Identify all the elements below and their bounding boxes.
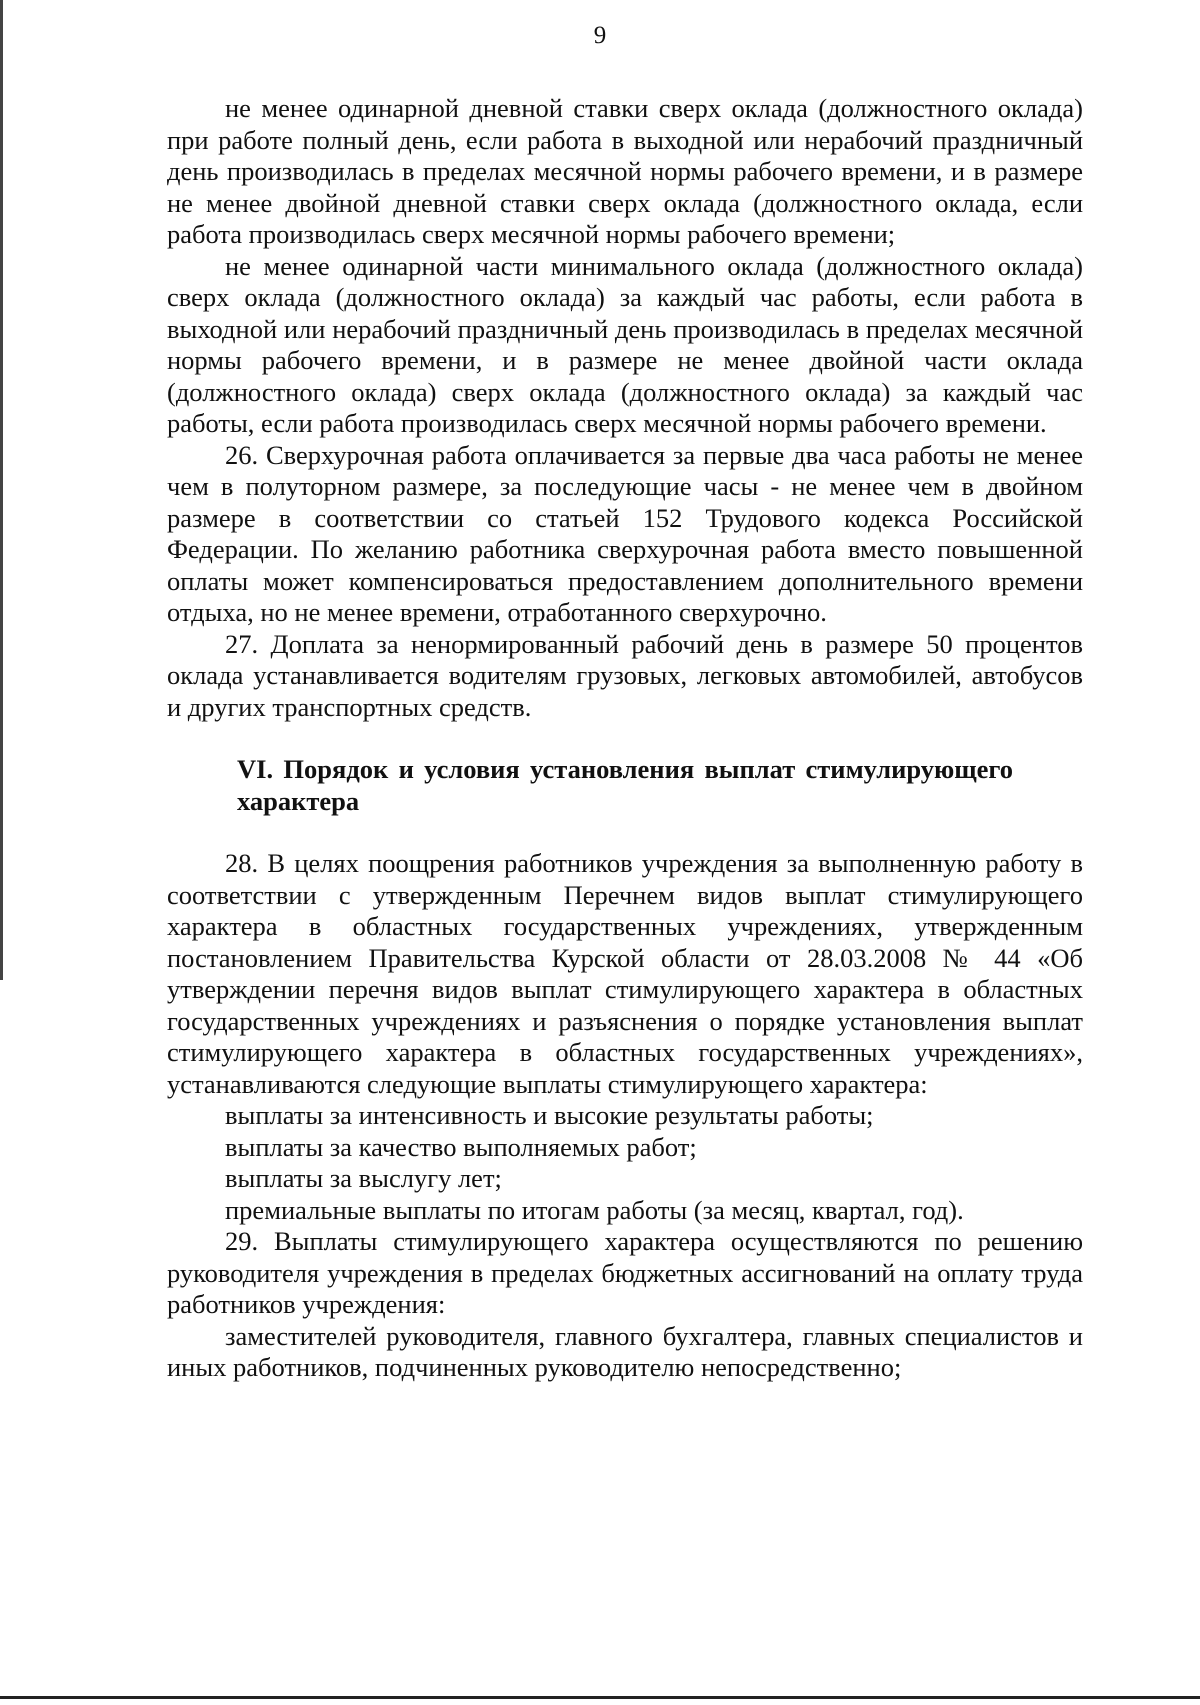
paragraph: 29. Выплаты стимулирующего характера осуществляются по решению руководителя учреждения в пределах бюджетных ассигнований на оплату труда работников учреждения:: [167, 1226, 1083, 1319]
paragraph: 28. В целях поощрения работников учреждения за выполненную работу в соответствии с утвержденным Перечнем видов выплат стимулирующего характера в областных государственных учреждениях, утвержденным постановлением Правительства Курской области от 28.03.2008 № 44 «Об утверждении перечня видов выплат стимулирующего характера в областных государственных учреждениях и разъяснения о порядке установления выплат стимулирующего характера в областных государственных учреждениях», устанавливаются следующие выплаты стимулирующего характера:: [167, 848, 1083, 1099]
scan-edge-bottom: [0, 1696, 1200, 1699]
paragraph: не менее одинарной дневной ставки сверх оклада (должностного оклада) при работе полный день, если работа в выходной или нерабочий праздничный день производилась в пределах месячной нормы рабочего времени, и в размере не менее двойной дневной ставки сверх оклада (должностного оклада, если работа производилась сверх месячной нормы рабочего времени;: [167, 93, 1083, 249]
page-number: 9: [593, 22, 607, 49]
paragraph: 27. Доплата за ненормированный рабочий день в размере 50 процентов оклада устанавливается водителям грузовых, легковых автомобилей, автобусов и других транспортных средств.: [167, 628, 1083, 722]
list-item: выплаты за выслугу лет;: [225, 1163, 502, 1193]
section-heading: VI. Порядок и условия установления выплат стимулирующего характера: [237, 754, 1013, 816]
spacer: [167, 723, 1083, 754]
document-body: [167, 93, 1083, 1384]
spacer: [167, 817, 1083, 848]
list-item: выплаты за интенсивность и высокие результаты работы;: [225, 1100, 874, 1130]
list-item: премиальные выплаты по итогам работы (за месяц, квартал, год).: [225, 1194, 964, 1225]
scan-edge-left: [0, 0, 3, 980]
paragraph: 26. Сверхурочная работа оплачивается за первые два часа работы не менее чем в полуторном размере, за последующие часы - не менее чем в двойном размере в соответствии со статьей 152 Трудового кодекса Российской Федерации. По желанию работника сверхурочная работа вместо повышенной оплаты может компенсироваться предоставлением дополнительного времени отдыха, но не менее времени, отработанного сверхурочно.: [167, 439, 1083, 627]
paragraph: заместителей руководителя, главного бухгалтера, главных специалистов и иных работников, подчиненных руководителю непосредственно;: [167, 1320, 1083, 1382]
paragraph: не менее одинарной части минимального оклада (должностного оклада) сверх оклада (должностного оклада) за каждый час работы, если работа в выходной или нерабочий праздничный день производилась в пределах месячной нормы рабочего времени, и в размере не менее двойной части оклада (должностного оклада) сверх оклада (должностного оклада) за каждый час работы, если работа производилась сверх месячной нормы рабочего времени.: [167, 250, 1083, 438]
list-item: выплаты за качество выполняемых работ;: [225, 1131, 697, 1162]
